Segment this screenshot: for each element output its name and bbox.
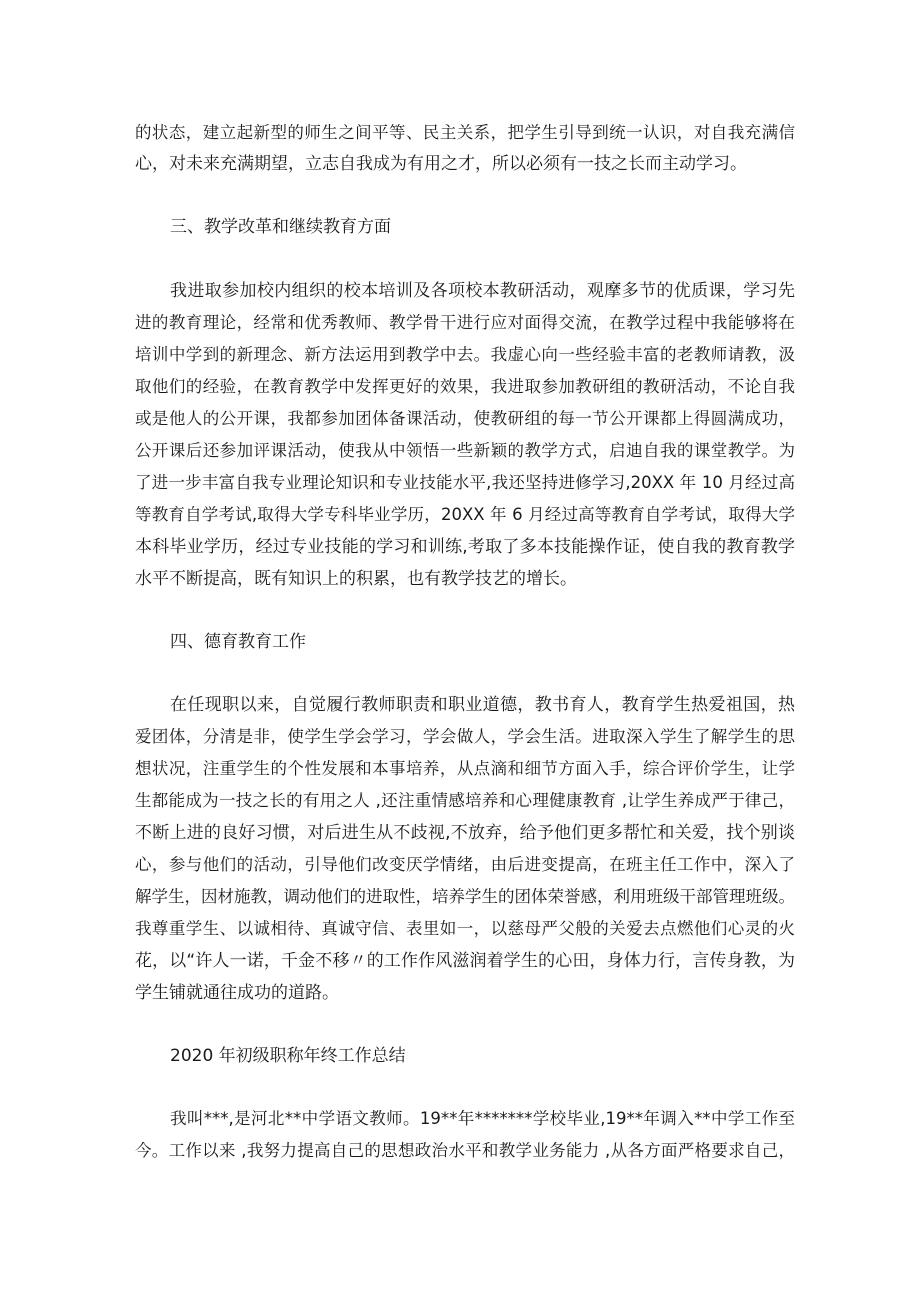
section-3-line-7: 了进一步丰富自我专业理论知识和专业技能水平,我还坚持进修学习,20XX 年 10 月经过高 bbox=[135, 473, 795, 492]
section-4-line-1: 在任现职以来，自觉履行教师职责和职业道德，教书育人，教育学生热爱祖国，热 bbox=[170, 695, 795, 715]
section-4-line-9: 花，以“许人一诺，千金不移〃的工作作风滋润着学生的心田，身体力行，言传身教，为 bbox=[135, 951, 795, 971]
section-4-line-6: 心，参与他们的活动，引导他们改变厌学情绪，由后进变提高，在班主任工作中，深入了 bbox=[135, 855, 795, 874]
summary-title: 2020 年初级职称年终工作总结 bbox=[170, 1046, 406, 1066]
section-3-line-8: 等教育自学考试,取得大学专科毕业学历，20XX 年 6 月经过高等教育自学考试，取得大学 bbox=[135, 505, 795, 524]
section-3-line-9: 本科毕业学历，经过专业技能的学习和训练,考取了多本技能操作证，使自我的教育教学 bbox=[135, 537, 795, 557]
summary-line-2: 今。工作以来 ,我努力提高自己的思想政治水平和教学业务能力 ,从各方面严格要求自己， bbox=[135, 1141, 795, 1160]
intro-line-1: 的状态，建立起新型的师生之间平等、民主关系，把学生引导到统一认识，对自我充满信 bbox=[135, 123, 795, 142]
section-3-line-5: 或是他人的公开课，我都参加团体备课活动，使教研组的每一节公开课都上得圆满成功， bbox=[135, 409, 795, 428]
section-3-line-2: 进的教育理论，经常和优秀教师、教学骨干进行应对面得交流，在教学过程中我能够将在 bbox=[135, 313, 795, 332]
section-3-line-4: 取他们的经验，在教育教学中发挥更好的效果，我进取参加教研组的教研活动，不论自我 bbox=[135, 377, 795, 396]
section-4-line-5: 不断上进的良好习惯，对后进生从不歧视,不放弃，给予他们更多帮忙和关爱，找个别谈 bbox=[135, 823, 795, 843]
section-4-heading: 四、德育教育工作 bbox=[170, 632, 306, 652]
section-3-line-10: 水平不断提高，既有知识上的积累，也有教学技艺的增长。 bbox=[135, 569, 577, 589]
section-3-line-3: 培训中学到的新理念、新方法运用到教学中去。我虚心向一些经验丰富的老教师请教，汲 bbox=[135, 345, 795, 364]
section-3-line-1: 我进取参加校内组织的校本培训及各项校本教研活动，观摩多节的优质课，学习先 bbox=[170, 281, 795, 301]
section-4-line-7: 解学生，因材施教，调动他们的进取性，培养学生的团体荣誉感，利用班级干部管理班级。 bbox=[135, 887, 795, 906]
section-3-heading: 三、教学改革和继续教育方面 bbox=[170, 217, 391, 237]
section-3-line-6: 公开课后还参加评课活动，使我从中领悟一些新颖的教学方式，启迪自我的课堂教学。为 bbox=[135, 441, 795, 460]
summary-line-1: 我叫***,是河北**中学语文教师。19**年*******学校毕业,19**年调入**中学工作至 bbox=[170, 1109, 795, 1128]
section-4-line-8: 我尊重学生、以诚相待、真诚守信、表里如一，以慈母严父般的关爱去点燃他们心灵的火 bbox=[135, 919, 795, 938]
intro-line-2: 心，对未来充满期望，立志自我成为有用之才，所以必须有一技之长而主动学习。 bbox=[135, 154, 747, 174]
section-4-line-3: 想状况，注重学生的个性发展和本事培养，从点滴和细节方面入手，综合评价学生，让学 bbox=[135, 759, 795, 778]
section-4-line-10: 学生铺就通往成功的道路。 bbox=[135, 983, 339, 1003]
section-4-line-4: 生都能成为一技之长的有用之人 ,还注重情感培养和心理健康教育 ,让学生养成严于律己， bbox=[135, 791, 795, 810]
section-4-line-2: 爱团体，分清是非，使学生学会学习，学会做人，学会生活。进取深入学生了解学生的思 bbox=[135, 727, 795, 746]
